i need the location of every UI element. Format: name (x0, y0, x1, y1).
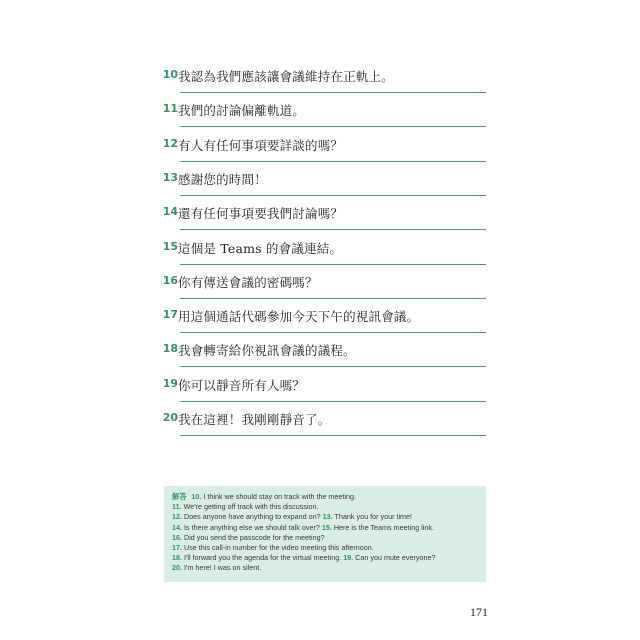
exercise-number: 20 (162, 411, 178, 424)
answer-writing-line (180, 401, 486, 402)
answer-writing-line (180, 229, 486, 230)
exercise-prompt: 感謝您的時間！ (178, 171, 267, 187)
exercise-number: 19 (162, 376, 178, 390)
answer-line (172, 563, 478, 573)
exercise-item (160, 274, 488, 308)
answer-number: 20. (172, 563, 182, 573)
answer-number: 11. (172, 502, 182, 512)
exercise-item (160, 377, 488, 411)
exercise-number: 15 (162, 239, 178, 253)
answer-number: 16. (172, 532, 182, 542)
exercise-number: 17 (162, 308, 178, 322)
answer-number: 13. (322, 512, 333, 522)
exercise-item (160, 137, 488, 171)
exercise-number: 18 (162, 342, 178, 356)
answer-key-box (164, 486, 486, 582)
answer-number: 10. (191, 492, 202, 501)
exercise-item (160, 102, 488, 136)
exercise-number: 12 (162, 136, 178, 150)
exercise-prompt: 我認為我們應該讓會議維持在正軌上。 (178, 69, 394, 84)
exercise-prompt: 還有任何事項要我們討論嗎？ (178, 206, 344, 222)
exercise-number: 10 (162, 68, 178, 81)
exercise-prompt: 我們的討論偏離軌道。 (178, 103, 306, 119)
exercise-prompt: 你有傳送會議的密碼嗎？ (178, 274, 318, 290)
answer-text: Here is the Teams meeting link. (331, 522, 434, 532)
answer-key-label: 解答 (172, 492, 187, 501)
answer-line (172, 512, 478, 522)
answer-line (172, 523, 478, 533)
answer-number: 18. (172, 553, 182, 563)
exercise-item (160, 240, 488, 274)
exercise-number: 16 (162, 273, 178, 287)
exercise-prompt: 我會轉寄給你視訊會議的議程。 (178, 343, 356, 359)
answer-text: Did you send the passcode for the meeting? (182, 532, 325, 542)
answer-text: Is there anything else we should talk over? (182, 522, 322, 532)
exercise-item (160, 171, 488, 205)
answer-line (172, 543, 478, 553)
answer-text: Thank you for your time! (332, 512, 413, 522)
exercise-prompt: 我在這裡！我剛剛靜音了。 (178, 412, 331, 427)
answer-writing-line (180, 126, 486, 127)
exercise-number: 13 (162, 170, 178, 184)
answer-number: 12. (172, 512, 182, 522)
answer-text: I'm here! I was on silent. (182, 563, 262, 573)
answer-line (172, 492, 478, 502)
exercise-prompt: 有人有任何事項要詳談的嗎？ (178, 137, 344, 153)
exercise-prompt: 這個是 Teams 的會議連結。 (178, 240, 343, 256)
exercise-number: 11 (162, 102, 178, 116)
answer-text: Use this call-in number for the video meeting this afternoon. (182, 543, 374, 553)
answer-writing-line (180, 195, 486, 196)
answer-writing-line (180, 92, 486, 93)
answer-line (172, 533, 478, 543)
exercise-item (160, 68, 488, 102)
answer-writing-line (180, 264, 486, 265)
exercise-prompt: 你可以靜音所有人嗎？ (178, 377, 306, 393)
answer-line (172, 553, 478, 563)
answer-writing-line (180, 298, 486, 299)
answer-number: 15. (321, 522, 332, 532)
exercise-item (160, 308, 488, 342)
answer-writing-line (180, 366, 486, 367)
exercise-item (160, 342, 488, 376)
answer-line (172, 502, 478, 512)
answer-writing-line (180, 435, 486, 436)
answer-number: 14. (172, 522, 182, 532)
answer-text: Does anyone have anything to expand on? (182, 512, 323, 522)
answer-number: 17. (172, 543, 182, 553)
answer-text: Can you mute everyone? (353, 553, 436, 563)
exercise-prompt: 用這個通話代碼參加今天下午的視訊會議。 (178, 309, 420, 325)
page-number: 171 (470, 605, 488, 619)
exercise-number: 14 (162, 205, 178, 219)
answer-writing-line (180, 161, 486, 162)
answer-text: We're getting off track with this discussion. (181, 502, 319, 512)
answer-text: I'll forward you the agenda for the virtual meeting. (182, 553, 344, 563)
answer-writing-line (180, 332, 486, 333)
exercise-item (160, 411, 488, 445)
exercise-item (160, 205, 488, 239)
answer-text: I think we should stay on track with the meeting. (201, 492, 356, 501)
answer-number: 19. (343, 553, 354, 563)
